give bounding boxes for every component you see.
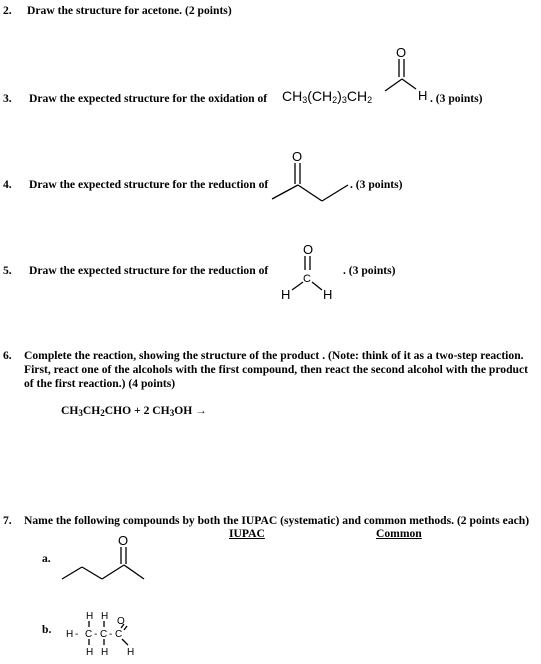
q4-oxygen-label: O bbox=[292, 149, 303, 164]
q7b-h-bottom-2: H bbox=[101, 647, 109, 658]
q4-ketone-structure bbox=[270, 145, 360, 205]
q4-points: . (3 points) bbox=[350, 178, 403, 191]
q7b-h-bottom-1: H bbox=[86, 647, 94, 658]
q2-text: Draw the structure for acetone. (2 points) bbox=[27, 4, 232, 17]
q6-number: 6. bbox=[3, 349, 12, 362]
q7a-ketone-structure bbox=[60, 535, 150, 595]
q7-number: 7. bbox=[3, 514, 12, 527]
q4-number: 4. bbox=[3, 178, 12, 191]
q5-formaldehyde-structure bbox=[276, 240, 346, 310]
q5-number: 5. bbox=[3, 264, 12, 277]
q6-line3: of the first reaction.) (4 points) bbox=[24, 377, 176, 390]
q7b-dash-1: - bbox=[75, 629, 79, 640]
q7b-c-2: C bbox=[100, 629, 108, 640]
q2-number: 2. bbox=[3, 4, 12, 17]
q3-formula: $CH_3(CH_2)_3CH_2$ bbox=[282, 88, 373, 105]
q7-common-header: Common bbox=[376, 527, 422, 540]
q7a-label: a. bbox=[42, 552, 51, 565]
q6-reaction: $CH_3CH_2CHO + 2$ $CH_3OH$ → bbox=[61, 404, 207, 418]
q4-text: Draw the expected structure for the reduction of bbox=[29, 178, 269, 191]
q7b-h-bottom-3: H bbox=[127, 647, 135, 658]
q7b-dash-2: - bbox=[94, 629, 98, 640]
q7b-h-top-1: H bbox=[86, 611, 94, 622]
q6-line2: First, react one of the alcohols with the first compound, then react the second alcohol with the product bbox=[24, 363, 528, 376]
q3-number: 3. bbox=[3, 92, 12, 105]
q7b-h-top-2: H bbox=[101, 611, 109, 622]
q3-oxygen-label: O bbox=[396, 45, 407, 60]
q6-line1: Complete the reaction, showing the structure of the product . (Note: think of it as a two-step reaction. bbox=[24, 349, 524, 362]
q3-points: . (3 points) bbox=[430, 92, 483, 105]
q7b-o-label: O bbox=[117, 616, 125, 627]
q7b-label: b. bbox=[42, 623, 52, 636]
q7b-h-left: H bbox=[66, 629, 74, 640]
q5-carbon-label: C bbox=[303, 273, 311, 285]
q7b-aldehyde-structure bbox=[64, 608, 154, 663]
q5-hydrogen-left-label: H bbox=[281, 287, 291, 302]
q5-hydrogen-right-label: H bbox=[323, 287, 333, 302]
q3-text: Draw the expected structure for the oxidation of bbox=[29, 92, 268, 105]
q7-iupac-header: IUPAC bbox=[229, 527, 265, 540]
q7b-c-3: C bbox=[115, 629, 123, 640]
q7b-dash-3: - bbox=[109, 629, 113, 640]
q5-points: . (3 points) bbox=[343, 264, 396, 277]
q7b-c-1: C bbox=[85, 629, 93, 640]
q7-text: Name the following compounds by both the IUPAC (systematic) and common methods. (2 points each) bbox=[24, 514, 530, 527]
q5-oxygen-label: O bbox=[303, 242, 314, 257]
q3-hydrogen-label: H bbox=[418, 88, 428, 103]
q5-text: Draw the expected structure for the reduction of bbox=[29, 264, 269, 277]
q7a-oxygen-label: O bbox=[118, 533, 129, 548]
